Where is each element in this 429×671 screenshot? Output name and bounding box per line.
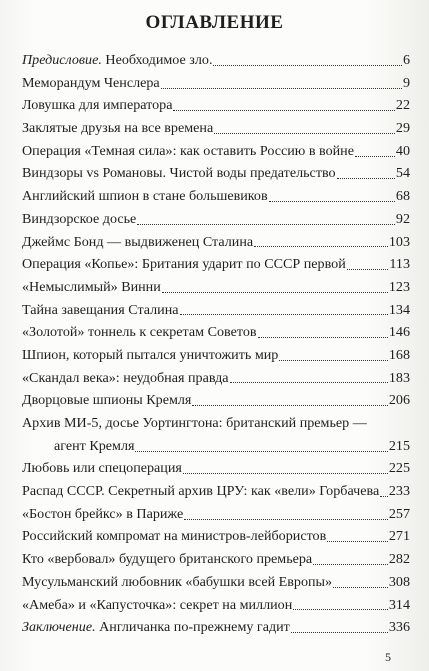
toc-entry — [22, 117, 410, 140]
toc-page-number: 22 — [395, 97, 410, 114]
toc-entry — [22, 525, 410, 548]
toc-entry-text — [22, 276, 161, 299]
toc-entry-text — [22, 140, 354, 163]
toc-entry-title: «Бостон брейкс» в Париже — [22, 505, 184, 522]
leader-dots — [337, 178, 395, 179]
toc-page-number: 271 — [388, 528, 410, 545]
leader-dots — [214, 133, 395, 134]
toc-page-number: 314 — [388, 596, 410, 613]
toc-page-number: 134 — [388, 301, 410, 318]
toc-entry-text — [22, 367, 229, 390]
toc-entry-title: Операция «Копье»: Британия ударит по СССР первой — [22, 256, 346, 273]
toc-entry-text — [22, 571, 332, 594]
toc-entry-text: Архив МИ-5, досье Уортингтона: британский премьер — — [22, 415, 367, 431]
leader-dots — [327, 541, 388, 542]
toc-page-number: 257 — [388, 505, 410, 522]
leader-dots — [279, 360, 388, 361]
toc-page-number: 123 — [388, 278, 410, 295]
toc-entry-title: Необходимое зло. — [101, 52, 213, 68]
toc-entry — [22, 389, 410, 412]
toc-entry — [22, 594, 410, 617]
leader-dots — [183, 473, 388, 474]
page-number: 5 — [385, 650, 391, 664]
toc-entry-text — [22, 162, 336, 185]
toc-entry-title: Виндзоры vs Романовы. Чистой воды предательство — [22, 165, 336, 182]
toc-entry-title: «Скандал века»: неудобная правда — [22, 369, 229, 386]
toc-entry-text — [22, 548, 312, 571]
toc-entry-title: Дворцовые шпионы Кремля — [22, 392, 192, 409]
toc-entry-text — [22, 525, 326, 548]
toc-entry-text: агент Кремля — [54, 437, 135, 454]
page-title: ОГЛАВЛЕНИЕ — [145, 12, 284, 33]
toc-entry-title: Английский шпион в стане большевиков — [22, 188, 268, 205]
toc-page-number: 68 — [395, 188, 410, 205]
toc-entry — [22, 299, 410, 322]
toc-entry-title: Мусульманский любовник «бабушки всей Европы» — [22, 573, 333, 590]
toc-page-number: 6 — [402, 52, 410, 68]
toc-entry-text — [22, 231, 253, 254]
toc-entry — [22, 503, 410, 526]
toc-entry-title: Любовь или спецоперация — [22, 460, 182, 477]
toc-entry — [22, 571, 410, 594]
toc-page-number: 225 — [388, 460, 410, 477]
toc-entry — [22, 253, 410, 276]
toc-entry-text — [22, 503, 183, 526]
toc-page-number: 308 — [388, 573, 410, 590]
toc-page-number: 183 — [388, 369, 410, 386]
leader-dots — [313, 564, 388, 565]
toc-entry — [22, 321, 410, 344]
toc-page-number: 168 — [388, 346, 410, 363]
toc-entry-text — [22, 321, 257, 344]
toc-entry-text — [22, 185, 268, 208]
toc-entry-text — [22, 299, 179, 322]
toc-entry-text — [22, 344, 278, 367]
toc-entry-text — [22, 117, 213, 140]
toc-entry-title: Распад СССР. Секретный архив ЦРУ: как «вели» Горбачева — [22, 483, 380, 500]
toc-entry-text — [22, 253, 346, 276]
leader-dots — [230, 382, 388, 383]
toc-page-number: 29 — [395, 120, 410, 137]
leader-dots — [180, 314, 388, 315]
toc-entry-title: «Золотой» тоннель к секретам Советов — [22, 324, 257, 341]
leader-dots — [355, 156, 395, 157]
toc-entry — [22, 457, 410, 480]
toc-entry-title: Российский компромат на министров-лейбористов — [22, 528, 327, 545]
toc-page-number: 113 — [389, 256, 410, 273]
toc-entry — [22, 72, 410, 95]
leader-dots — [173, 110, 394, 111]
toc-entry — [22, 49, 410, 72]
leader-dots — [269, 201, 395, 202]
toc-entry-title: Джеймс Бонд — выдвиженец Сталина — [22, 233, 254, 250]
toc-entry-text — [22, 72, 160, 95]
toc-entry-title: Шпион, который пытался уничтожить мир — [22, 346, 279, 363]
toc-entry-text — [22, 49, 212, 72]
leader-dots — [258, 337, 388, 338]
toc-page-number: 336 — [388, 619, 410, 636]
toc-entry-text — [22, 94, 172, 117]
toc-entry — [22, 367, 410, 390]
table-of-contents — [22, 49, 410, 639]
leader-dots — [137, 224, 395, 225]
toc-entry-title: Ловушка для императора — [22, 97, 173, 114]
toc-page-number: 9 — [402, 74, 410, 91]
toc-entry-lead: Предисловие. — [22, 52, 102, 68]
toc-page-number: 215 — [388, 437, 410, 454]
toc-entry-text — [22, 457, 182, 480]
leader-dots — [135, 451, 387, 452]
toc-entry-title: Тайна завещания Сталина — [22, 301, 179, 318]
toc-entry-title: Заклятые друзья на все времена — [22, 120, 214, 137]
toc-entry-text — [22, 480, 379, 503]
toc-entry-title: «Немыслимый» Винни — [22, 278, 161, 295]
toc-entry-text — [22, 389, 191, 412]
leader-dots — [347, 269, 389, 270]
toc-entry — [22, 276, 410, 299]
toc-page-number: 92 — [395, 210, 410, 227]
leader-dots — [333, 587, 388, 588]
leader-dots — [254, 246, 388, 247]
toc-page-number: 103 — [388, 233, 410, 250]
toc-page-number: 282 — [388, 551, 410, 568]
toc-entry-title: Кто «вербовал» будущего британского премьера — [22, 551, 313, 568]
toc-entry-title: Виндзорское досье — [22, 210, 137, 227]
toc-entry-text — [22, 208, 136, 231]
toc-entry — [22, 616, 410, 639]
toc-entry-title: Англичанка по-прежнему гадит — [95, 619, 290, 636]
toc-entry — [22, 208, 410, 231]
toc-entry — [22, 185, 410, 208]
toc-entry-text — [22, 594, 292, 617]
toc-entry — [22, 480, 410, 503]
toc-page-number: 40 — [395, 142, 410, 159]
toc-entry-title: «Амеба» и «Капусточка»: секрет на миллион — [22, 596, 293, 613]
leader-dots — [380, 496, 388, 497]
leader-dots — [291, 632, 388, 633]
leader-dots — [162, 292, 388, 293]
toc-entry — [22, 162, 410, 185]
leader-dots — [293, 609, 388, 610]
toc-entry-title: Меморандум Ченслера — [22, 74, 160, 91]
toc-entry — [22, 231, 410, 254]
toc-page-number: 206 — [388, 392, 410, 409]
toc-entry — [22, 548, 410, 571]
leader-dots — [184, 519, 388, 520]
toc-entry — [22, 94, 410, 117]
leader-dots — [213, 65, 401, 66]
toc-entry-title: Операция «Темная сила»: как оставить Россию в войне — [22, 142, 354, 159]
toc-page-number: 233 — [388, 483, 410, 500]
leader-dots — [161, 88, 402, 89]
leader-dots — [192, 405, 387, 406]
toc-entry — [22, 140, 410, 163]
toc-page-number: 146 — [388, 324, 410, 341]
toc-page-number: 54 — [395, 165, 410, 182]
toc-entry — [22, 344, 410, 367]
toc-entry-text — [22, 616, 290, 639]
toc-entry — [22, 412, 410, 457]
toc-entry-lead: Заключение. — [22, 619, 96, 636]
